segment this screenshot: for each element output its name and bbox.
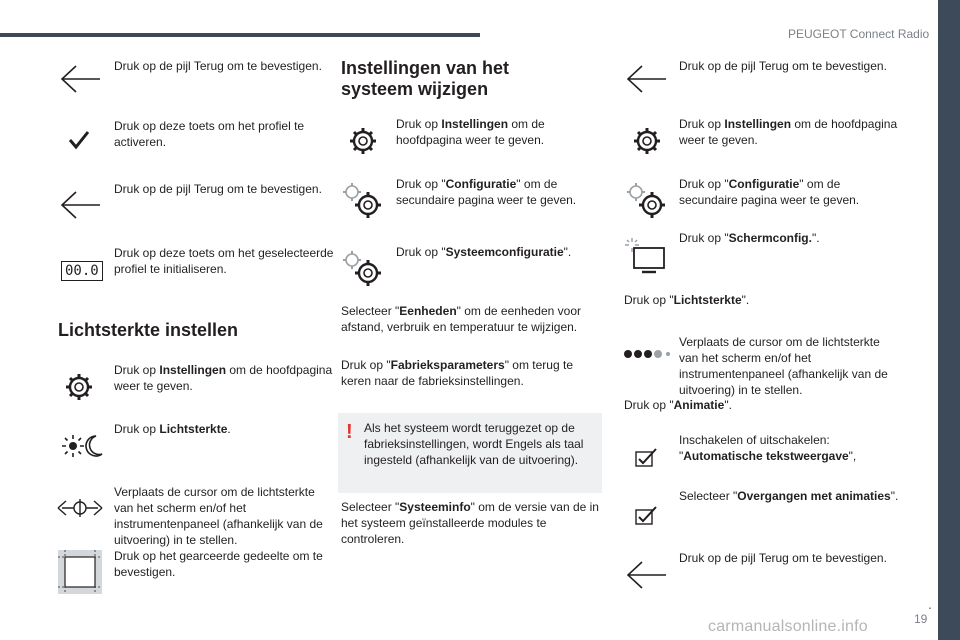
sys-step-configuration: Druk op "Configuratie" om de secundaire pagina weer te geven. bbox=[396, 177, 577, 207]
settings-gear-icon bbox=[64, 372, 94, 402]
configuration-gears-icon bbox=[340, 180, 384, 220]
section-title-brightness: Lichtsterkte instellen bbox=[58, 320, 239, 340]
sys-units-paragraph: Selecteer "Eenheden" om de eenheden voor afstand, verbruik en temperatuur te wijzigen. bbox=[341, 304, 582, 334]
reset-profile-icon: 00.0 bbox=[61, 261, 103, 281]
c3-step-configuration: Druk op "Configuratie" om de secundaire pagina weer te geven. bbox=[679, 177, 860, 207]
step-brightness: Druk op Lichtsterkte. bbox=[114, 422, 231, 436]
configuration-gears-icon bbox=[624, 180, 668, 220]
c3-step-back-2: Druk op de pijl Terug om te bevestigen. bbox=[679, 551, 887, 565]
step-activate-profile: Druk op deze toets om het profiel te activeren. bbox=[114, 119, 305, 149]
back-arrow-icon bbox=[624, 560, 668, 590]
c3-brightness-paragraph: Druk op "Lichtsterkte". bbox=[624, 293, 750, 307]
c3-step-auto-text: Inschakelen of uitschakelen: "Automatische tekstweergave", bbox=[679, 433, 857, 463]
step-back-1: Druk op de pijl Terug om te bevestigen. bbox=[114, 59, 322, 73]
warning-text: Als het systeem wordt teruggezet op de fabrieksinstellingen, wordt Engels als taal ingesteld (afhankelijk van de uitvoering). bbox=[364, 421, 584, 467]
sys-step-system-config: Druk op "Systeemconfiguratie". bbox=[396, 245, 572, 259]
top-rule bbox=[0, 33, 480, 37]
page-number: 19 bbox=[914, 612, 928, 626]
c3-step-back-1: Druk op de pijl Terug om te bevestigen. bbox=[679, 59, 887, 73]
running-header: PEUGEOT Connect Radio bbox=[788, 27, 930, 41]
check-icon bbox=[68, 130, 90, 150]
step-open-settings: Druk op Instellingen om de hoofdpagina weer te geven. bbox=[114, 363, 333, 393]
section-title-system: Instellingen van het systeem wijzigen bbox=[341, 58, 510, 99]
checkbox-icon bbox=[634, 446, 660, 468]
sys-info-paragraph: Selecteer "Systeeminfo" om de versie van de in het systeem geïnstalleerde modules te controleren. bbox=[341, 500, 599, 546]
system-configuration-icon bbox=[340, 248, 384, 288]
c3-step-slider: Verplaats de cursor om de lichtsterkte van het scherm en/of het instrumentenpaneel (afhankelijk van de uitvoering) in te stellen. bbox=[679, 335, 888, 397]
back-arrow-icon bbox=[58, 64, 102, 94]
step-slider: Verplaats de cursor om de lichtsterkte van het scherm en/of het instrumentenpaneel (afhankelijk van de uitvoering) in te stellen. bbox=[114, 485, 323, 547]
sys-step-settings: Druk op Instellingen om de hoofdpagina weer te geven. bbox=[396, 117, 545, 147]
c3-animation-paragraph: Druk op "Animatie". bbox=[624, 398, 732, 412]
c3-step-settings: Druk op Instellingen om de hoofdpagina weer te geven. bbox=[679, 117, 898, 147]
step-back-2: Druk op de pijl Terug om te bevestigen. bbox=[114, 182, 322, 196]
c3-step-screen-config: Druk op "Schermconfig.". bbox=[679, 231, 820, 245]
settings-gear-icon bbox=[632, 126, 662, 156]
slider-icon bbox=[56, 496, 104, 520]
checkbox-icon bbox=[634, 504, 660, 526]
confirm-area-icon bbox=[58, 550, 102, 594]
back-arrow-icon bbox=[624, 64, 668, 94]
brightness-level-icon bbox=[622, 348, 670, 360]
continue-marker: . bbox=[928, 596, 932, 612]
warning-icon: ! bbox=[346, 421, 353, 443]
step-confirm-area: Druk op het gearceerde gedeelte om te bevestigen. bbox=[114, 549, 323, 579]
c3-step-transitions: Selecteer "Overgangen met animaties". bbox=[679, 489, 899, 503]
settings-gear-icon bbox=[348, 126, 378, 156]
watermark: carmanualsonline.info bbox=[708, 618, 868, 635]
step-reset-profile: Druk op deze toets om het geselecteerde profiel te initialiseren. bbox=[114, 246, 334, 276]
warning-box bbox=[338, 413, 602, 493]
side-strip bbox=[938, 0, 960, 640]
brightness-icon bbox=[60, 432, 104, 460]
screen-config-icon bbox=[624, 236, 668, 274]
back-arrow-icon bbox=[58, 190, 102, 220]
sys-factory-paragraph: Druk op "Fabrieksparameters" om terug te keren naar de fabrieksinstellingen. bbox=[341, 358, 573, 388]
